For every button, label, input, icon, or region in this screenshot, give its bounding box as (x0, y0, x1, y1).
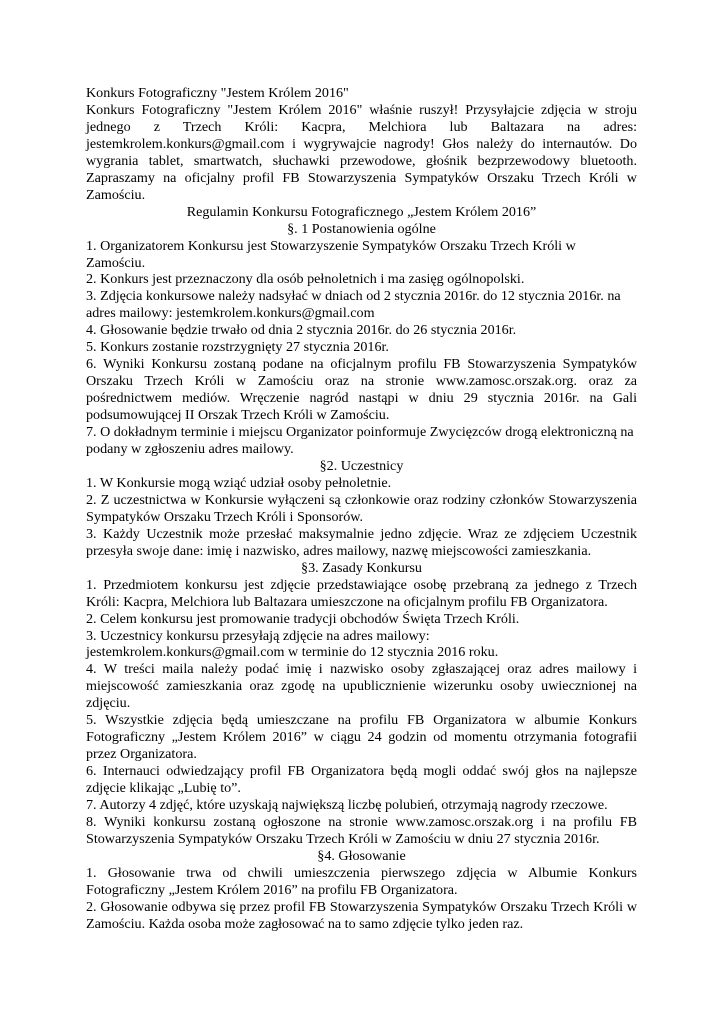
section-3-heading: §3. Zasady Konkursu (301, 559, 422, 576)
regulations-title: Regulamin Konkursu Fotograficznego „Jestem Królem 2016” (186, 203, 537, 220)
section-1-item-6: 6. Wyniki Konkursu zostaną podane na oficjalnym profilu FB Stowarzyszenia Sympatyków Orszaku Trzech Króli w Zamościu oraz na stronie www.zamosc.orszak.org. oraz za pośrednictwem mediów. Wręczenie nagród nastąpi w dniu 29 stycznia 2016r. na Gali podsumowującej II Orszak Trzech Króli w Zamościu. (86, 356, 637, 424)
document-page (86, 85, 637, 933)
intro-paragraph: Konkurs Fotograficzny "Jestem Królem 2016" właśnie ruszył! Przysyłajcie zdjęcia w stroju jednego z Trzech Króli: Kacpra, Melchiora lub Baltazara na adres: jestemkrolem.konkurs@gmail.com i wygrywajcie nagrody! Głos należy do internautów. Do wygrania tablet, smartwatch, słuchawki przewodowe, głośnik bezprzewodowy bluetooth. Zapraszamy na oficjalny profil FB Stowarzyszenia Sympatyków Orszaku Trzech Króli w Zamościu. (86, 101, 637, 203)
section-3-item-8: 8. Wyniki konkursu zostaną ogłoszone na stronie www.zamosc.orszak.org i na profilu FB Stowarzyszenia Sympatyków Orszaku Trzech Króli w Zamościu w dniu 27 stycznia 2016r. (86, 813, 637, 847)
section-3-item-6: 6. Internauci odwiedzający profil FB Organizatora będą mogli oddać swój głos na najlepsze zdjęcie klikając „Lubię to”. (86, 763, 637, 797)
section-3-item-1: 1. Przedmiotem konkursu jest zdjęcie przedstawiające osobę przebraną za jednego z Trzech Króli: Kacpra, Melchiora lub Baltazara umieszczone na oficjalnym profilu FB Organizatora. (86, 576, 637, 610)
section-3-item-7: 7. Autorzy 4 zdjęć, które uzyskają największą liczbę polubień, otrzymają nagrody rzeczowe. (86, 797, 608, 814)
section-4-item-2: 2. Głosowanie odbywa się przez profil FB Stowarzyszenia Sympatyków Orszaku Trzech Króli w Zamościu. Każda osoba może zagłosować na to samo zdjęcie tylko jeden raz. (86, 898, 637, 932)
section-2-item-3: 3. Każdy Uczestnik może przesłać maksymalnie jedno zdjęcie. Wraz ze zdjęciem Uczestnik przesyła swoje dane: imię i nazwisko, adres mailowy, nazwę miejscowości zamieszkania. (86, 525, 637, 559)
section-3-item-3-address: jestemkrolem.konkurs@gmail.com w terminie do 12 stycznia 2016 roku. (86, 644, 499, 661)
section-1-heading: §. 1 Postanowienia ogólne (287, 220, 436, 237)
section-2-item-2: 2. Z uczestnictwa w Konkursie wyłączeni są członkowie oraz rodziny członków Stowarzyszenia Sympatyków Orszaku Trzech Króli i Sponsorów. (86, 491, 637, 525)
section-1-item-1: 1. Organizatorem Konkursu jest Stowarzyszenie Sympatyków Orszaku Trzech Króli w Zamościu. (86, 237, 576, 271)
document-title: Konkurs Fotograficzny "Jestem Królem 2016" (86, 85, 349, 101)
section-1-item-4: 4. Głosowanie będzie trwało od dnia 2 stycznia 2016r. do 26 stycznia 2016r. (86, 322, 517, 339)
section-4-heading: §4. Głosowanie (317, 847, 406, 864)
section-1-item-5: 5. Konkurs zostanie rozstrzygnięty 27 stycznia 2016r. (86, 339, 389, 356)
section-1-item-7: 7. O dokładnym terminie i miejscu Organizator poinformuje Zwycięzców drogą elektroniczną na podany w zgłoszeniu adres mailowy. (86, 424, 634, 458)
section-2-heading: §2. Uczestnicy (319, 457, 404, 474)
section-1-item-3: 3. Zdjęcia konkursowe należy nadsyłać w dniach od 2 stycznia 2016r. do 12 stycznia 2016r. na adres mailowy: jestemkrolem.konkurs@gmail.com (86, 288, 621, 322)
section-3-item-5: 5. Wszystkie zdjęcia będą umieszczane na profilu FB Organizatora w albumie Konkurs Fotograficzny „Jestem Królem 2016” w ciągu 24 godzin od momentu otrzymania fotografii przez Organizatora. (86, 712, 637, 763)
section-3-item-4: 4. W treści maila należy podać imię i nazwisko osoby zgłaszającej oraz adres mailowy i miejscowość zamieszkania oraz zgodę na upublicznienie wizerunku osoby uwiecznionej na zdjęciu. (86, 661, 637, 712)
section-1-item-2: 2. Konkurs jest przeznaczony dla osób pełnoletnich i ma zasięg ogólnopolski. (86, 271, 525, 288)
section-4-item-1: 1. Głosowanie trwa od chwili umieszczenia pierwszego zdjęcia w Albumie Konkurs Fotograficzny „Jestem Królem 2016” na profilu FB Organizatora. (86, 864, 637, 898)
section-3-item-3: 3. Uczestnicy konkursu przesyłają zdjęcie na adres mailowy: (86, 627, 430, 644)
section-3-item-2: 2. Celem konkursu jest promowanie tradycji obchodów Święta Trzech Króli. (86, 610, 520, 627)
section-2-item-1: 1. W Konkursie mogą wziąć udział osoby pełnoletnie. (86, 474, 392, 491)
